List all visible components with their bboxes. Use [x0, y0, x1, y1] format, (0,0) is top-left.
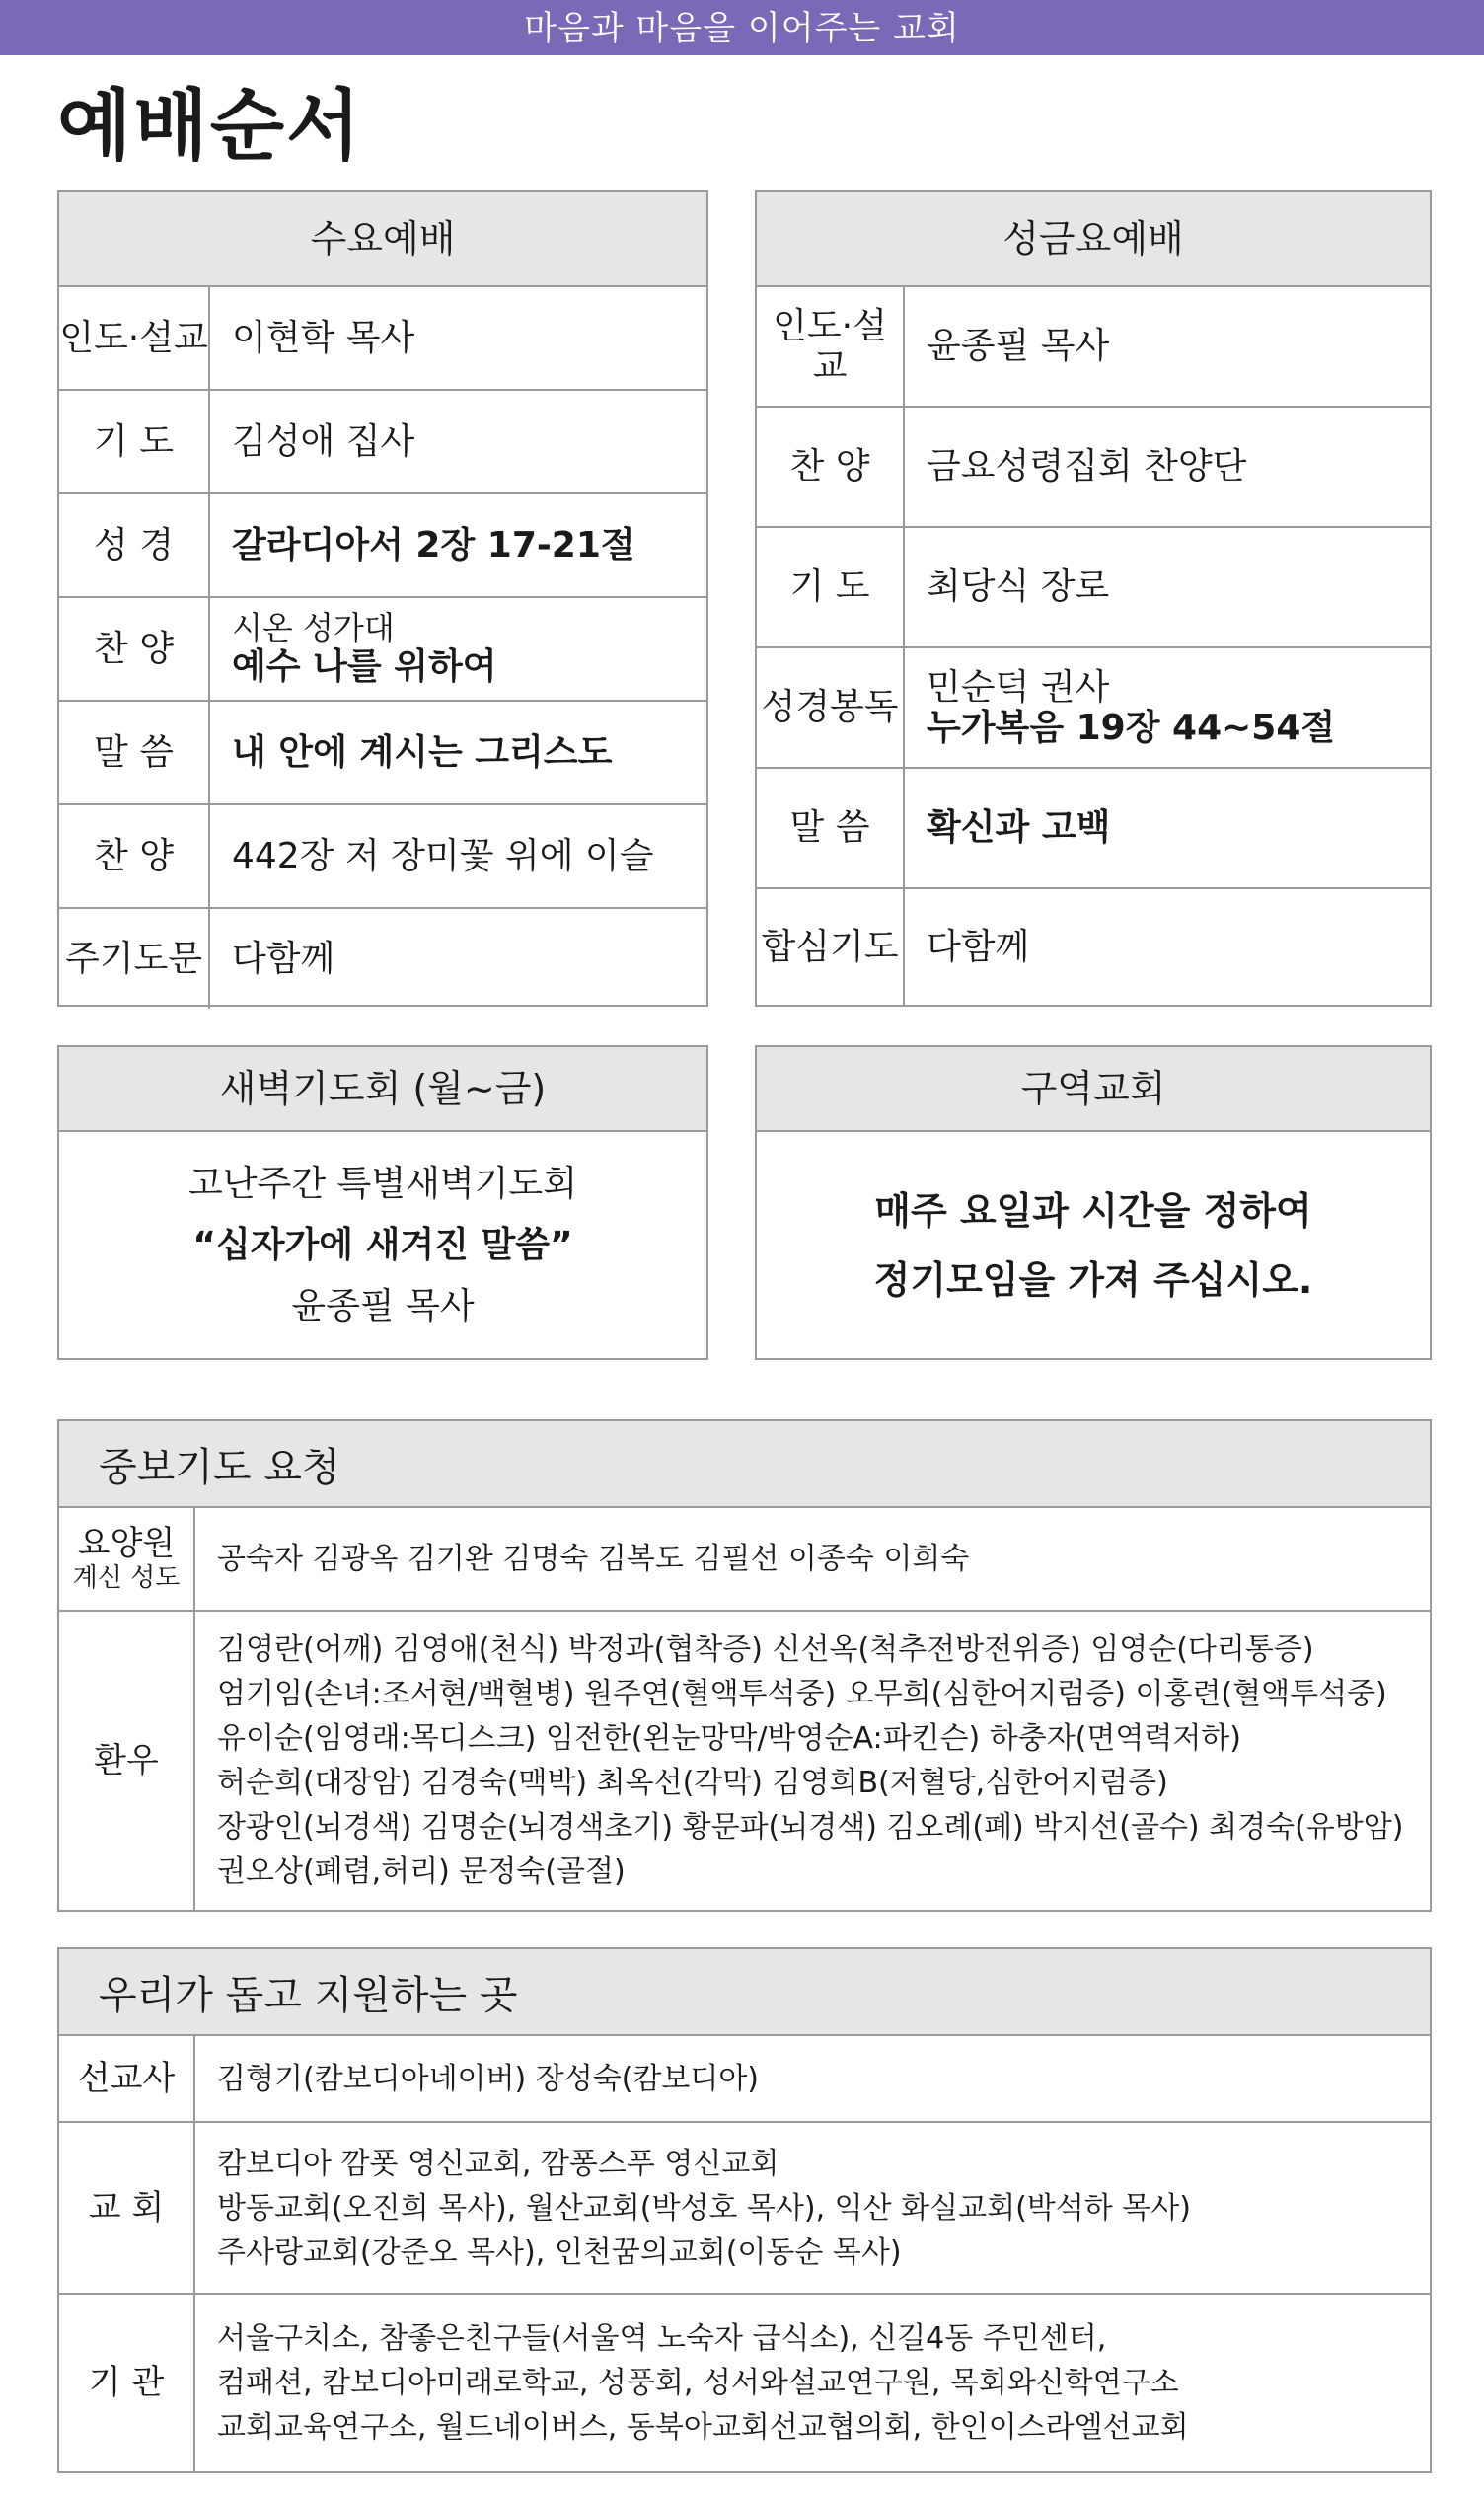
row-value: 윤종필 목사: [927, 326, 1110, 367]
row-value: [210, 598, 497, 700]
organization-line: 컴패션, 캄보디아미래로학교, 성풍회, 성서와설교연구원, 목회와신학연구소: [217, 2366, 1179, 2400]
row-label: 찬 양: [59, 805, 210, 907]
good-friday-service-table: [757, 287, 1430, 1005]
table-row: [757, 408, 1430, 528]
table-row: [59, 909, 706, 1009]
support-box: [57, 1947, 1432, 2473]
row-label: 기 도: [59, 391, 210, 492]
row-label: 찬 양: [757, 408, 905, 526]
patients-line: 유이순(임영래:목디스크) 임전한(왼눈망막/박영순A:파킨슨) 하충자(면역력저하): [217, 1721, 1241, 1756]
row-label: 말 씀: [757, 769, 905, 887]
choir-name: 시온 성가대: [232, 609, 395, 647]
district-church-title: 구역교회: [757, 1047, 1430, 1132]
church-line: 주사랑교회(강준오 목사), 인천꿈의교회(이동순 목사): [217, 2234, 902, 2270]
table-row: [59, 702, 706, 805]
intercession-title: 중보기도 요청: [59, 1421, 1430, 1508]
scripture-ref: 누가복음 19장 44~54절: [927, 708, 1336, 748]
patients-line: 허순희(대장암) 김경숙(맥박) 최옥선(각막) 김영희B(저혈당,심한어지럼증): [217, 1766, 1168, 1800]
church-line: 방동교회(오진희 목사), 월산교회(박성호 목사), 익산 화실교회(박석하 목사): [217, 2190, 1191, 2226]
nursing-home-label: [59, 1508, 195, 1610]
hymn-title: 예수 나를 위하여: [232, 646, 497, 688]
row-label: 인도·설교: [59, 287, 210, 389]
organization-list: [195, 2295, 1430, 2471]
church-line: 캄보디아 깜폿 영신교회, 깜퐁스푸 영신교회: [217, 2146, 779, 2181]
wednesday-service-table: [59, 287, 706, 1009]
row-value: [905, 648, 1335, 767]
district-church-line: 정기모임을 가져 주십시오.: [873, 1257, 1313, 1302]
patients-line: 권오상(폐렴,허리) 문정숙(골절): [217, 1854, 626, 1889]
missionary-label: 선교사: [59, 2036, 195, 2121]
patients-row: [59, 1612, 1430, 1910]
organization-line: 교회교육연구소, 월드네이버스, 동북아교회선교협의회, 한인이스라엘선교회: [217, 2410, 1189, 2445]
district-church-box: [755, 1045, 1432, 1360]
intercession-box: [57, 1419, 1432, 1912]
nursing-home-row: [59, 1508, 1430, 1612]
header-banner: 마음과 마음을 이어주는 교회: [0, 0, 1484, 55]
row-value: 최당식 장로: [927, 567, 1110, 608]
row-label: 성 경: [59, 494, 210, 596]
row-value: 442장 저 장미꽃 위에 이슬: [232, 835, 654, 876]
wednesday-service-title: 수요예배: [59, 192, 706, 287]
dawn-prayer-title: 새벽기도회 (월~금): [59, 1047, 706, 1132]
organization-line: 서울구치소, 참좋은친구들(서울역 노숙자 급식소), 신길4동 주민센터,: [217, 2321, 1107, 2356]
table-row: [757, 287, 1430, 408]
page-title: 예배순서: [57, 82, 363, 171]
church-row: [59, 2123, 1430, 2295]
missionary-value: 김형기(캄보디아네이버) 장성숙(캄보디아): [217, 2061, 760, 2096]
table-row: [757, 528, 1430, 648]
row-label: 합심기도: [757, 889, 905, 1005]
nursing-home-label-main: 요양원: [77, 1523, 176, 1563]
sermon-title: 내 안에 계시는 그리스도: [232, 731, 613, 773]
support-title: 우리가 돕고 지원하는 곳: [59, 1949, 1430, 2036]
dawn-prayer-theme: “십자가에 새겨진 말씀”: [192, 1224, 573, 1265]
row-value: 다함께: [927, 926, 1030, 967]
dawn-prayer-name: 고난주간 특별새벽기도회: [188, 1163, 577, 1204]
row-label: 기 도: [757, 528, 905, 646]
organization-row: [59, 2295, 1430, 2471]
missionary-row: [59, 2036, 1430, 2123]
district-church-body: [757, 1132, 1430, 1358]
patients-line: 김영란(어깨) 김영애(천식) 박정과(협착증) 신선옥(척추전방전위증) 임영순(다리통증): [217, 1632, 1314, 1667]
patients-line: 장광인(뇌경색) 김명순(뇌경색초기) 황문파(뇌경색) 김오례(폐) 박지선(골수) 최경숙(유방암): [217, 1810, 1404, 1845]
table-row: [59, 805, 706, 909]
table-row: [757, 889, 1430, 1005]
church-list: [195, 2123, 1430, 2293]
patients-label: 환우: [59, 1612, 195, 1910]
nursing-home-label-sub: 계신 성도: [72, 1563, 181, 1594]
dawn-prayer-speaker: 윤종필 목사: [291, 1285, 475, 1326]
good-friday-service-title: 성금요예배: [757, 192, 1430, 287]
row-value: 다함께: [232, 938, 335, 979]
row-label: 찬 양: [59, 598, 210, 700]
dawn-prayer-box: [57, 1045, 708, 1360]
table-row: [59, 494, 706, 598]
table-row: [757, 648, 1430, 769]
table-row: [59, 598, 706, 702]
row-value: 이현학 목사: [232, 317, 415, 358]
patients-line: 엄기임(손녀:조서현/백혈병) 원주연(혈액투석중) 오무희(심한어지럼증) 이홍련(혈액투석중): [217, 1677, 1387, 1711]
row-label: 말 씀: [59, 702, 210, 803]
row-value: 갈라디아서 2장 17-21절: [232, 524, 635, 566]
row-label: 주기도문: [59, 909, 210, 1009]
table-row: [59, 287, 706, 391]
table-row: [757, 769, 1430, 889]
organization-label: 기 관: [59, 2295, 195, 2471]
nursing-home-names: 공숙자 김광옥 김기완 김명숙 김복도 김필선 이종숙 이희숙: [217, 1542, 970, 1576]
table-row: [59, 391, 706, 494]
row-label: 인도·설교: [757, 287, 905, 406]
wednesday-service-box: [57, 190, 708, 1007]
dawn-prayer-body: [59, 1132, 706, 1358]
row-value: 김성애 집사: [232, 420, 415, 462]
district-church-line: 매주 요일과 시간을 정하여: [874, 1188, 1312, 1233]
good-friday-service-box: [755, 190, 1432, 1007]
row-value: 금요성령집회 찬양단: [927, 446, 1247, 488]
reader-name: 민순덕 권사: [927, 666, 1110, 708]
church-label: 교 회: [59, 2123, 195, 2293]
patients-list: [195, 1612, 1430, 1910]
sermon-title: 확신과 고백: [927, 807, 1111, 849]
row-label: 성경봉독: [757, 648, 905, 767]
